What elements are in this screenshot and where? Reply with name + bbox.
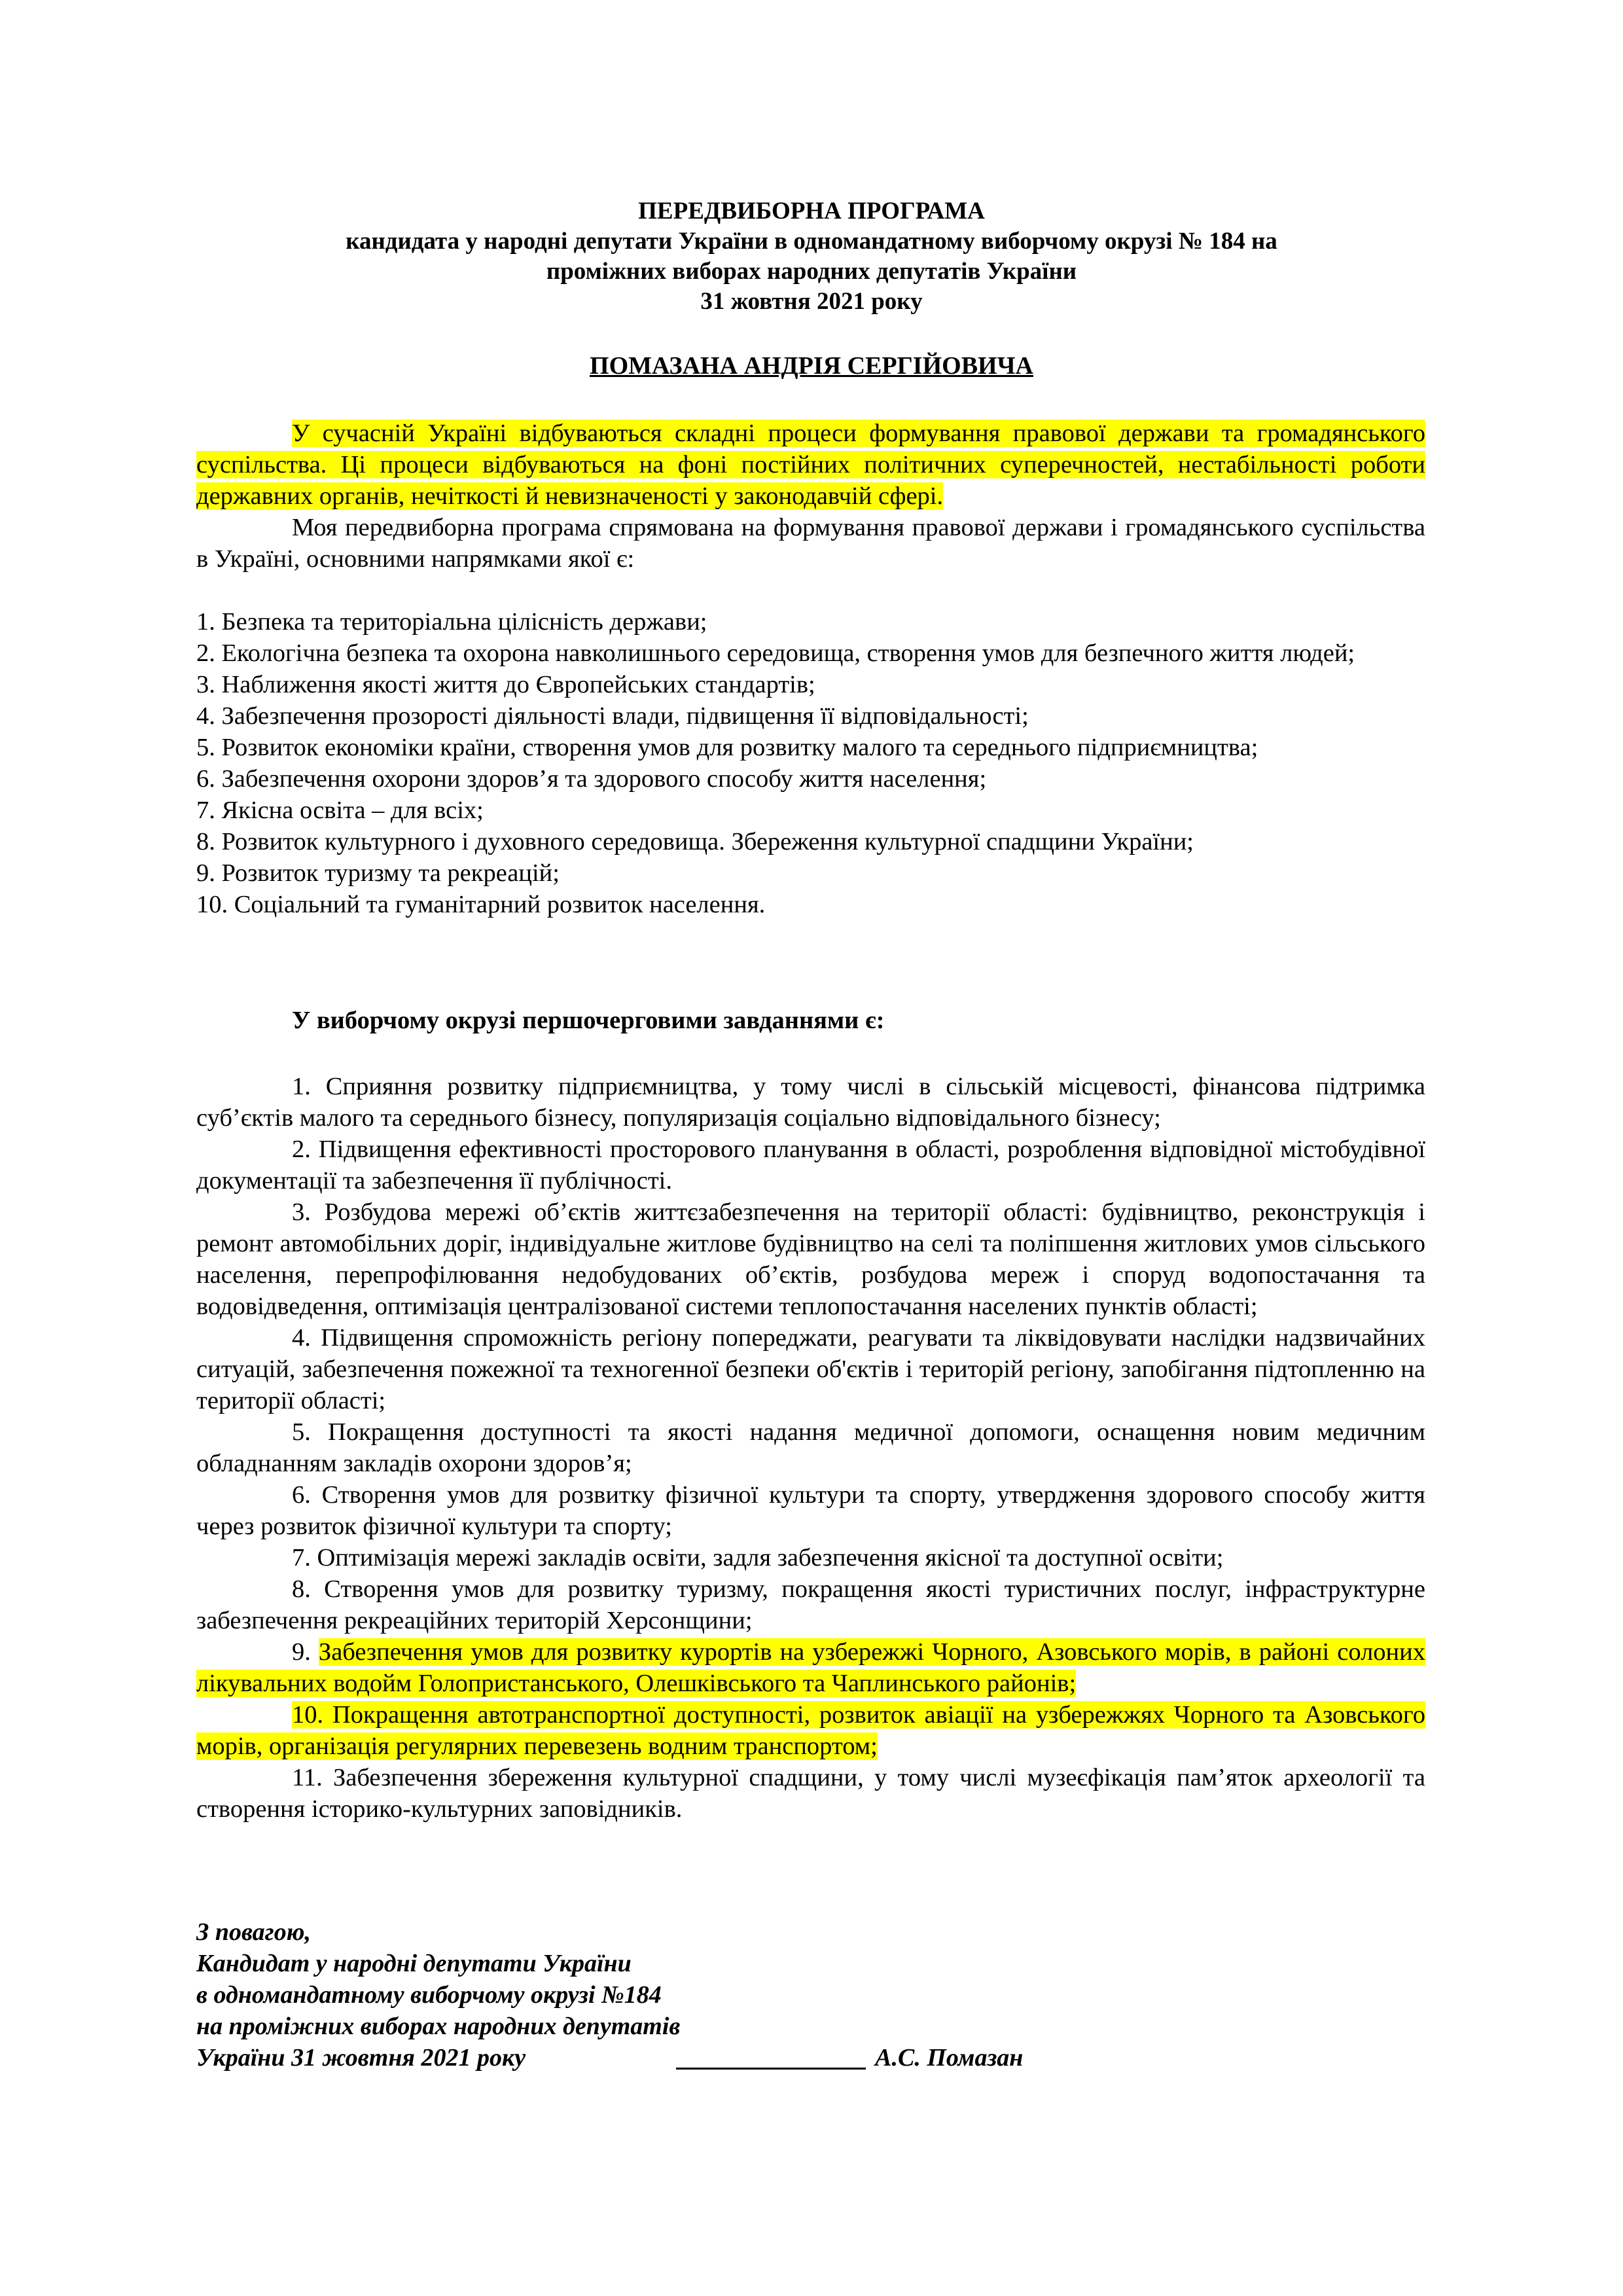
- signature-last-line: [196, 2042, 1113, 2073]
- program-intro-paragraph: Моя передвиборна програма спрямована на формування правової держави і громадянського суспільства в Україні, основними напрямками якої є:: [196, 514, 1425, 573]
- signer-name: А.С. Помазан: [875, 2044, 1024, 2072]
- document-header: [196, 196, 1427, 317]
- direction-item-9: 9. Розвиток туризму та рекреацій;: [196, 859, 560, 887]
- signature-underline: [676, 2068, 866, 2070]
- priorities-list: [196, 1071, 1425, 1825]
- signature-title-line-2: в одномандатному виборчому окрузі №184: [196, 1981, 662, 2009]
- priority-item-6: 6. Створення умов для розвитку фізичної культури та спорту, утвердження здорового способу життя через розвиток фізичної культури та спорту;: [196, 1481, 1425, 1540]
- candidate-name: ПОМАЗАНА АНДРІЯ СЕРГІЙОВИЧА: [590, 352, 1033, 380]
- priorities-heading-block: [196, 1005, 1425, 1036]
- closing-greeting: З повагою,: [196, 1918, 311, 1946]
- direction-item-5: 5. Розвиток економіки країни, створення умов для розвитку малого та середнього підприємництва;: [196, 734, 1258, 761]
- directions-list: [196, 606, 1425, 920]
- direction-item-10: 10. Соціальний та гуманітарний розвиток населення.: [196, 891, 766, 918]
- signature-title-line-4: України 31 жовтня 2021 року: [196, 2044, 526, 2072]
- priority-item-8: 8. Створення умов для розвитку туризму, покращення якості туристичних послуг, інфраструктурне забезпечення рекреаційних територій Херсонщини;: [196, 1575, 1425, 1634]
- direction-item-6: 6. Забезпечення охорони здоров’я та здорового способу життя населення;: [196, 765, 987, 793]
- priority-item-9-number: 9.: [292, 1638, 319, 1666]
- priority-item-5: 5. Покращення доступності та якості надання медичної допомоги, оснащення новим медичним обладнанням закладів охорони здоров’я;: [196, 1418, 1425, 1477]
- document-title: ПЕРЕДВИБОРНА ПРОГРАМА: [638, 198, 985, 224]
- priority-item-3: 3. Розбудова мережі об’єктів життєзабезпечення на території області: будівництво, реконструкція і ремонт автомобільних доріг, індивідуальне житлове будівництво на селі та поліпшення житлових умов сільського населення, перепрофілювання недобудованих об’єктів, розбудова мереж і споруд водопостачання та водовідведення, оптимізація централізованої системи теплопостачання населених пунктів області;: [196, 1198, 1425, 1320]
- direction-item-3: 3. Наближення якості життя до Європейських стандартів;: [196, 671, 815, 698]
- header-date: 31 жовтня 2021 року: [700, 288, 923, 315]
- signature-block: [196, 1916, 1113, 2073]
- direction-item-7: 7. Якісна освіта – для всіх;: [196, 797, 484, 824]
- intro-paragraph: [196, 418, 1425, 512]
- priority-item-10-text: 10. Покращення автотранспортної доступності, розвиток авіації на узбережжях Чорного та Азовського морів, організація регулярних перевезень водним транспортом;: [196, 1701, 1425, 1760]
- priority-item-10: [196, 1699, 1425, 1762]
- priority-item-7: 7. Оптимізація мережі закладів освіти, задля забезпечення якісної та доступної освіти;: [292, 1544, 1224, 1571]
- direction-item-8: 8. Розвиток культурного і духовного середовища. Збереження культурної спадщини України;: [196, 828, 1194, 855]
- priority-item-9-text: Забезпечення умов для розвитку курортів на узбережжі Чорного, Азовського морів, в районі солоних лікувальних водойм Голопристанського, Олешківського та Чаплинського районів;: [196, 1638, 1425, 1697]
- priorities-heading: У виборчому окрузі першочерговими завданнями є:: [292, 1007, 885, 1034]
- header-line-2: проміжних виборах народних депутатів України: [546, 258, 1077, 285]
- priority-item-11: 11. Забезпечення збереження культурної спадщини, у тому числі музеєфікація пам’яток археології та створення історико-культурних заповідників.: [196, 1764, 1425, 1823]
- direction-item-4: 4. Забезпечення прозорості діяльності влади, підвищення її відповідальності;: [196, 702, 1029, 730]
- direction-item-1: 1. Безпека та територіальна цілісність держави;: [196, 608, 707, 636]
- priority-item-9: [196, 1636, 1425, 1699]
- intro-section: [196, 418, 1425, 575]
- priority-item-4: 4. Підвищення спроможність регіону попереджати, реагувати та ліквідовувати наслідки надзвичайних ситуацій, забезпечення пожежної та техногенної безпеки об'єктів і територій регіону, запобігання підтопленню на території області;: [196, 1324, 1425, 1414]
- signature-title-line-3: на проміжних виборах народних депутатів: [196, 2013, 681, 2040]
- signature-title-line-1: Кандидат у народні депутати України: [196, 1950, 632, 1977]
- priority-item-1: 1. Сприяння розвитку підприємництва, у тому числі в сільській місцевості, фінансова підтримка суб’єктів малого та середнього бізнесу, популяризація соціально відповідального бізнесу;: [196, 1073, 1425, 1132]
- intro-text: У сучасній Україні відбуваються складні процеси формування правової держави та громадянського суспільства. Ці процеси відбуваються на фоні постійних політичних суперечностей, нестабільності роботи державних органів, нечіткості й невизначеності у законодавчій сфері.: [196, 420, 1425, 510]
- direction-item-2: 2. Екологічна безпека та охорона навколишнього середовища, створення умов для безпечного життя людей;: [196, 639, 1355, 667]
- priority-item-2: 2. Підвищення ефективності просторового планування в області, розроблення відповідної містобудівної документації та забезпечення її публічності.: [196, 1136, 1425, 1194]
- candidate-name-heading: [196, 350, 1427, 382]
- header-line-1: кандидата у народні депутати України в одномандатному виборчому окрузі № 184 на: [346, 228, 1277, 255]
